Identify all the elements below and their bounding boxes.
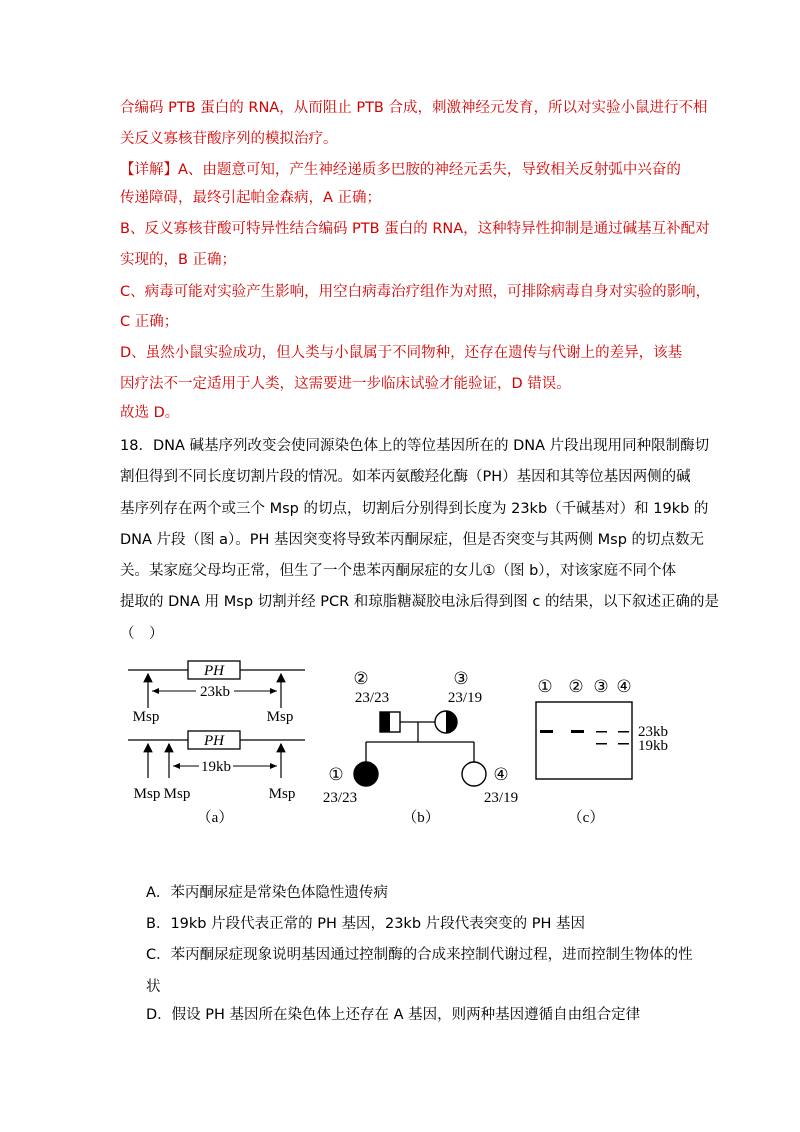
explanation-line-5: B、反义寡核苷酸可特异性结合编码 PTB 蛋白的 RNA，这种特异性抑制是通过碱基互补配对: [120, 221, 710, 237]
fig-a-caption: （a）: [196, 810, 234, 826]
fig-a-bottom-msp-2: Msp: [163, 786, 191, 802]
figure-svg: [0, 650, 800, 850]
gel-band: [618, 731, 629, 733]
affected-daughter-circle: [354, 762, 378, 786]
fig-c-lane-2: ②: [568, 677, 584, 696]
explanation-line-6: 实现的，B 正确；: [120, 252, 237, 268]
fig-c-lane-3: ③: [593, 677, 609, 696]
normal-daughter-circle: [462, 762, 486, 786]
fig-a-top-length: 23kb: [200, 684, 230, 700]
fig-c-lane-1: ①: [537, 677, 553, 696]
question-line-2: 割但得到不同长度切割片段的情况。如苯丙氨酸羟化酶（PH）基因和其等位基因两侧的碱: [120, 469, 691, 485]
fig-a-bottom-msp-3: Msp: [268, 786, 296, 802]
gel-band: [596, 743, 607, 745]
fig-b-caption: （b）: [402, 810, 440, 826]
question-line-5: 关。某家庭父母均正常，但生了一个患苯丙酮尿症的女儿①（图 b），对该家庭不同个体: [120, 563, 677, 579]
option-a: A．苯丙酮尿症是常染色体隐性遗传病: [146, 885, 388, 901]
explanation-line-4: 传递障碍，最终引起帕金森病，A 正确；: [120, 190, 382, 206]
fig-b-n2: ②: [353, 669, 369, 688]
gel-band: [540, 730, 553, 733]
explanation-line-10: 因疗法不一定适用于人类，这需要进一步临床试验才能验证，D 错误。: [120, 376, 571, 392]
explanation-line-11: 故选 D。: [120, 405, 180, 421]
fig-a-top-gene-label: PH: [204, 663, 224, 679]
fig-a-bottom-gene-label: PH: [204, 733, 224, 749]
explanation-line-9: D、虽然小鼠实验成功，但人类与小鼠属于不同物种，还存在遗传与代谢上的差异，该基: [120, 345, 683, 361]
gel-band: [571, 730, 584, 733]
fig-b-n3-genotype: 23/19: [447, 690, 483, 706]
question-line-1: 18．DNA 碱基序列改变会使同源染色体上的等位基因所在的 DNA 片段出现用同种限制酶切: [120, 438, 710, 454]
fig-a-bottom-length: 19kb: [201, 759, 231, 775]
gel-band: [596, 731, 607, 733]
figure-a: [128, 661, 305, 826]
fig-b-n4-genotype: 23/19: [483, 790, 519, 806]
figure-c: [536, 677, 668, 826]
question-line-7: （ ）: [120, 626, 164, 642]
fig-b-n2-genotype: 23/23: [354, 690, 390, 706]
fig-c-band-23kb: 23kb: [638, 724, 668, 740]
option-b: B．19kb 片段代表正常的 PH 基因，23kb 片段代表突变的 PH 基因: [146, 916, 585, 932]
explanation-line-7: C、病毒可能对实验产生影响，用空白病毒治疗组作为对照，可排除病毒自身对实验的影响，: [120, 284, 711, 300]
option-c-continued: 状: [146, 979, 161, 995]
fig-b-n1-genotype: 23/23: [322, 790, 358, 806]
option-d: D．假设 PH 基因所在染色体上还存在 A 基因，则两种基因遵循自由组合定律: [146, 1007, 641, 1023]
explanation-line-2: 关反义寡核苷酸序列的模拟治疗。: [120, 131, 338, 147]
fig-c-caption: （c）: [567, 810, 605, 826]
fig-a-bottom-msp-1: Msp: [133, 786, 161, 802]
fig-a-top-msp-right: Msp: [266, 709, 294, 725]
explanation-line-3: 【详解】A、由题意可知，产生神经递质多巴胺的神经元丢失，导致相关反射弧中兴奋的: [120, 162, 681, 178]
fig-b-n4: ④: [493, 765, 509, 784]
gel-frame: [536, 702, 632, 779]
question-line-4: DNA 片段（图 a）。PH 基因突变将导致苯丙酮尿症，但是否突变与其两侧 Msp 的切点数无: [120, 532, 705, 548]
fig-c-band-19kb: 19kb: [638, 738, 668, 754]
fig-a-top-msp-left: Msp: [132, 709, 160, 725]
explanation-line-1: 合编码 PTB 蛋白的 RNA，从而阻止 PTB 合成，刺激神经元发育，所以对实验小鼠进行不相: [120, 100, 708, 116]
figure-b: [323, 669, 518, 826]
option-c: C．苯丙酮尿症现象说明基因通过控制酶的合成来控制代谢过程，进而控制生物体的性: [146, 947, 693, 963]
question-line-3: 基序列存在两个或三个 Msp 的切点，切割后分别得到长度为 23kb（千碱基对）和 19kb 的: [120, 501, 709, 517]
explanation-line-8: C 正确；: [120, 314, 179, 330]
question-line-6: 提取的 DNA 用 Msp 切割并经 PCR 和琼脂糖凝胶电泳后得到图 c 的结果，以下叙述正确的是: [120, 594, 719, 610]
gel-band: [618, 743, 629, 745]
fig-b-n1: ①: [328, 765, 344, 784]
fig-b-n3: ③: [453, 669, 469, 688]
fig-c-lane-4: ④: [616, 677, 632, 696]
